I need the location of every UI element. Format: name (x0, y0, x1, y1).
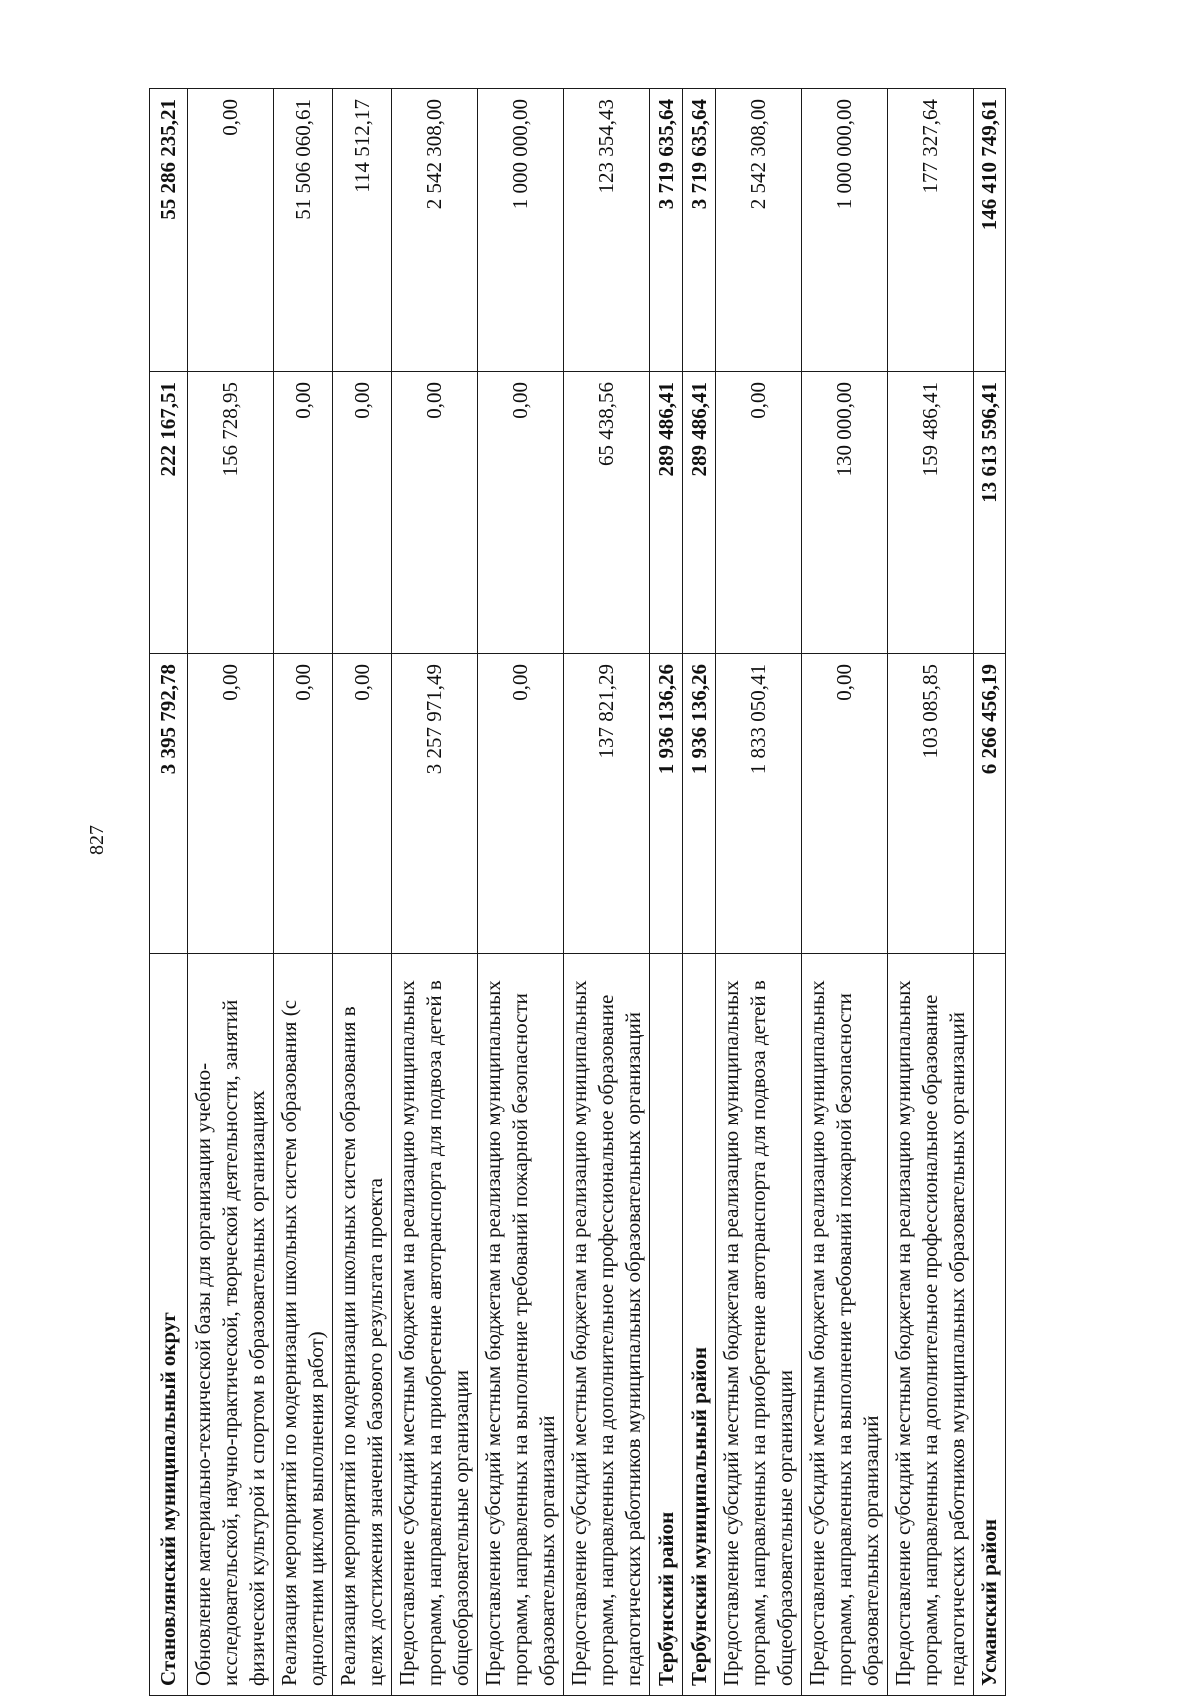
value-cell-1: 6 266 456,19 (974, 654, 1006, 954)
row-name-cell: Обновление материально-технической базы для организации учебно-исследовательской, научно-практической, творческой деятельности, занятий физической культурой и спортом в образовательных организациях (188, 954, 274, 1696)
value-cell-3: 146 410 749,61 (974, 89, 1006, 372)
value-cell-2: 130 000,00 (802, 372, 888, 654)
value-cell-1: 1 936 136,26 (683, 654, 716, 954)
value-cell-1: 137 821,29 (564, 654, 650, 954)
value-cell-3: 55 286 235,21 (150, 89, 188, 372)
row-name-cell: Усманский район (974, 954, 1006, 1696)
table-row-header (974, 89, 1006, 1696)
row-name-cell: Реализация мероприятий по модернизации школьных систем образования в целях достижения значений базового результата проекта (333, 954, 392, 1696)
row-name-cell: Предоставление субсидий местным бюджетам на реализацию муниципальных программ, направленных на выполнение требований пожарной безопасности образовательных организаций (478, 954, 564, 1696)
value-cell-1: 0,00 (188, 654, 274, 954)
value-cell-3: 123 354,43 (564, 89, 650, 372)
value-cell-1: 3 257 971,49 (392, 654, 478, 954)
value-cell-3: 1 000 000,00 (802, 89, 888, 372)
value-cell-2: 13 613 596,41 (974, 372, 1006, 654)
table-row (188, 89, 274, 1696)
value-cell-2: 289 486,41 (650, 372, 683, 654)
rotated-table-page (149, 89, 1109, 1696)
value-cell-2: 0,00 (716, 372, 802, 654)
value-cell-3: 51 506 060,61 (274, 89, 333, 372)
value-cell-2: 0,00 (274, 372, 333, 654)
value-cell-3: 3 719 635,64 (683, 89, 716, 372)
value-cell-2: 159 486,41 (888, 372, 974, 654)
value-cell-1: 3 395 792,78 (150, 654, 188, 954)
value-cell-2: 156 728,95 (188, 372, 274, 654)
table-row (802, 89, 888, 1696)
budget-table (149, 88, 1006, 1696)
value-cell-3: 2 542 308,00 (392, 89, 478, 372)
table-row (716, 89, 802, 1696)
page-number: 827 (86, 825, 108, 855)
row-name-cell: Предоставление субсидий местным бюджетам на реализацию муниципальных программ, направленных на выполнение требований пожарной безопасности образовательных организаций (802, 954, 888, 1696)
value-cell-1: 0,00 (333, 654, 392, 954)
row-name-cell: Становлянский муниципальный округ (150, 954, 188, 1696)
value-cell-3: 177 327,64 (888, 89, 974, 372)
table-row-header (650, 89, 683, 1696)
value-cell-2: 65 438,56 (564, 372, 650, 654)
value-cell-3: 3 719 635,64 (650, 89, 683, 372)
table-body (150, 89, 1006, 1696)
value-cell-2: 0,00 (392, 372, 478, 654)
row-name-cell: Предоставление субсидий местным бюджетам на реализацию муниципальных программ, направленных на приобретение автотранспорта для подвоза детей в общеобразовательные организации (716, 954, 802, 1696)
value-cell-3: 2 542 308,00 (716, 89, 802, 372)
value-cell-3: 114 512,17 (333, 89, 392, 372)
value-cell-1: 1 833 050,41 (716, 654, 802, 954)
row-name-cell: Предоставление субсидий местным бюджетам на реализацию муниципальных программ, направленных на дополнительное профессиональное образование педагогических работников муниципальных образовательных организаций (888, 954, 974, 1696)
row-name-cell: Тербунский район (650, 954, 683, 1696)
table-row (274, 89, 333, 1696)
value-cell-2: 0,00 (333, 372, 392, 654)
table-row (888, 89, 974, 1696)
value-cell-2: 222 167,51 (150, 372, 188, 654)
table-row-header (150, 89, 188, 1696)
table-row (478, 89, 564, 1696)
row-name-cell: Предоставление субсидий местным бюджетам на реализацию муниципальных программ, направленных на приобретение автотранспорта для подвоза детей в общеобразовательные организации (392, 954, 478, 1696)
value-cell-3: 0,00 (188, 89, 274, 372)
row-name-cell: Реализация мероприятий по модернизации школьных систем образования (с однолетним циклом выполнения работ) (274, 954, 333, 1696)
row-name-cell: Тербунский муниципальный район (683, 954, 716, 1696)
value-cell-1: 0,00 (274, 654, 333, 954)
value-cell-1: 103 085,85 (888, 654, 974, 954)
value-cell-1: 0,00 (478, 654, 564, 954)
table-row (564, 89, 650, 1696)
value-cell-1: 1 936 136,26 (650, 654, 683, 954)
value-cell-1: 0,00 (802, 654, 888, 954)
value-cell-2: 0,00 (478, 372, 564, 654)
value-cell-2: 289 486,41 (683, 372, 716, 654)
table-row (333, 89, 392, 1696)
table-row-header (683, 89, 716, 1696)
table-row (392, 89, 478, 1696)
value-cell-3: 1 000 000,00 (478, 89, 564, 372)
row-name-cell: Предоставление субсидий местным бюджетам на реализацию муниципальных программ, направленных на дополнительное профессиональное образование педагогических работников муниципальных образовательных организаций (564, 954, 650, 1696)
